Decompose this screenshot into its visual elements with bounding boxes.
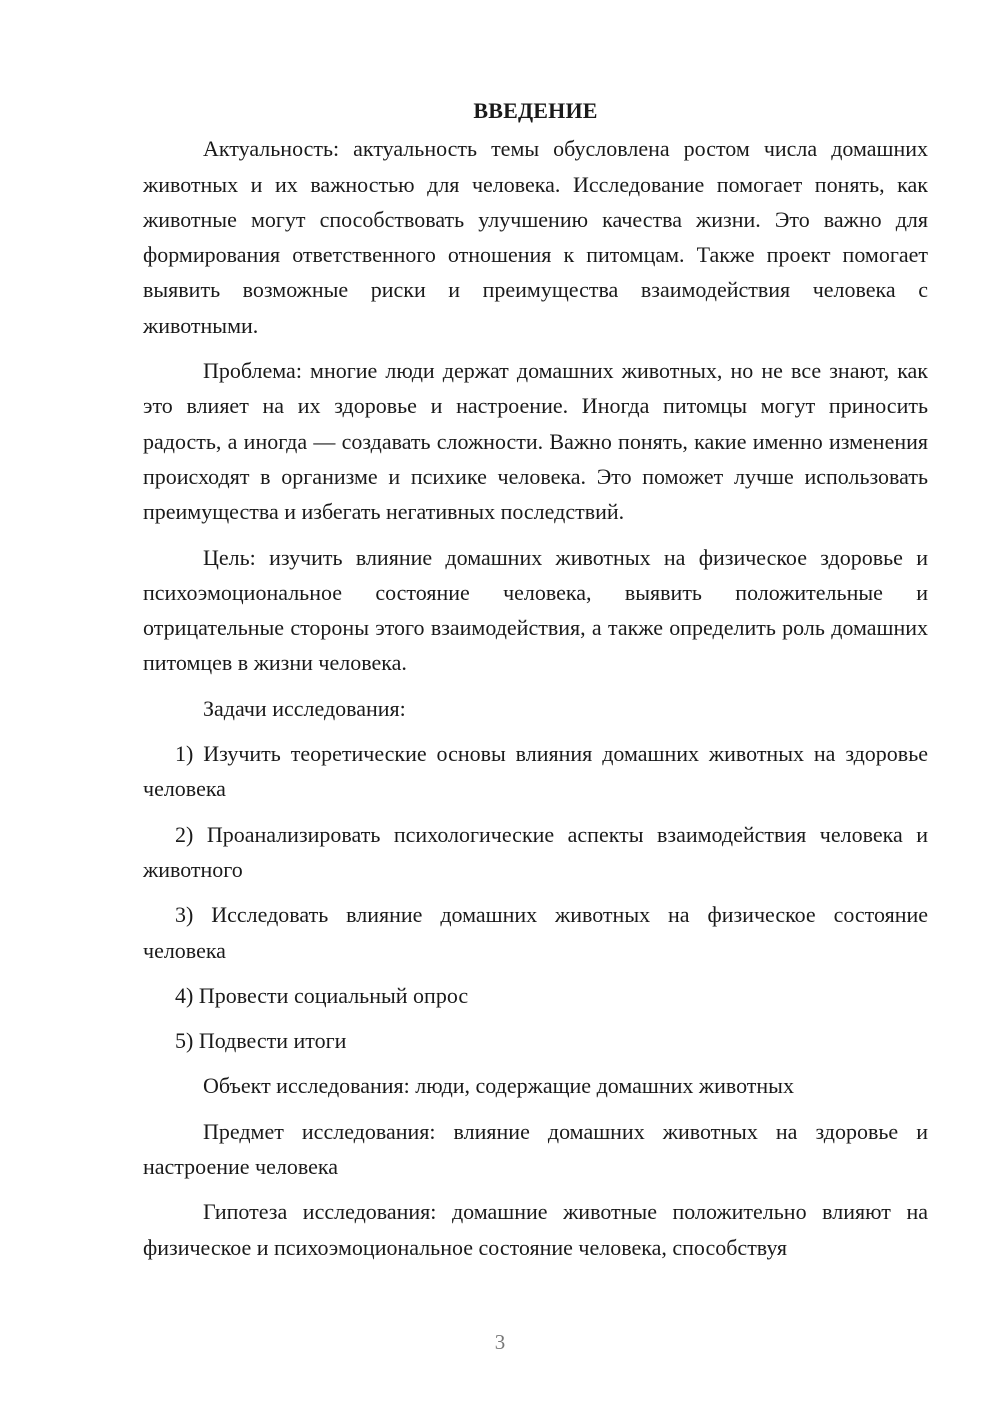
task-item: 1) Изучить теоретические основы влияния домашних животных на здоровье человека [143,741,928,802]
tasks-heading: Задачи исследования: [203,695,406,721]
relevance-paragraph: Актуальность: актуальность темы обусловлена ростом числа домашних животных и их важностью для человека. Исследование помогает понять, как животные могут способствовать улучшению качества жизни. Это важно для формирования ответственного отношения к питомцам. Также проект помогает выявить возможные риски и преимущества взаимодействия человека с животными. [143,136,928,338]
task-item: 4) Провести социальный опрос [175,982,469,1008]
task-item: 5) Подвести итоги [175,1028,347,1054]
task-item: 3) Исследовать влияние домашних животных на физическое состояние человека [143,902,928,963]
subject-paragraph: Предмет исследования: влияние домашних животных на здоровье и настроение человека [143,1118,928,1180]
problem-paragraph: Проблема: многие люди держат домашних животных, но не все знают, как это влияет на их здоровье и настроение. Иногда питомцы могут приносить радость, а иногда — создавать сложности. Важно понять, какие именно изменения происходят в организме и психике человека. Это поможет лучше использовать преимущества и избегать негативных последствий. [143,358,928,525]
task-item: 2) Проанализировать психологические аспекты взаимодействия человека и животного [143,821,928,882]
hypothesis-paragraph: Гипотеза исследования: домашние животные положительно влияют на физическое и психоэмоциональное состояние человека, способствуя [143,1199,928,1260]
section-title: ВВЕДЕНИЕ [473,98,598,123]
goal-paragraph: Цель: изучить влияние домашних животных на физическое здоровье и психоэмоциональное состояние человека, выявить положительные и отрицательные стороны этого взаимодействия, а также определить роль домашних питомцев в жизни человека. [143,544,928,676]
tasks-list [143,736,928,1058]
object-paragraph: Объект исследования: люди, содержащие домашних животных [203,1073,794,1099]
page-content [143,93,928,1265]
page-number: 3 [494,1330,506,1354]
